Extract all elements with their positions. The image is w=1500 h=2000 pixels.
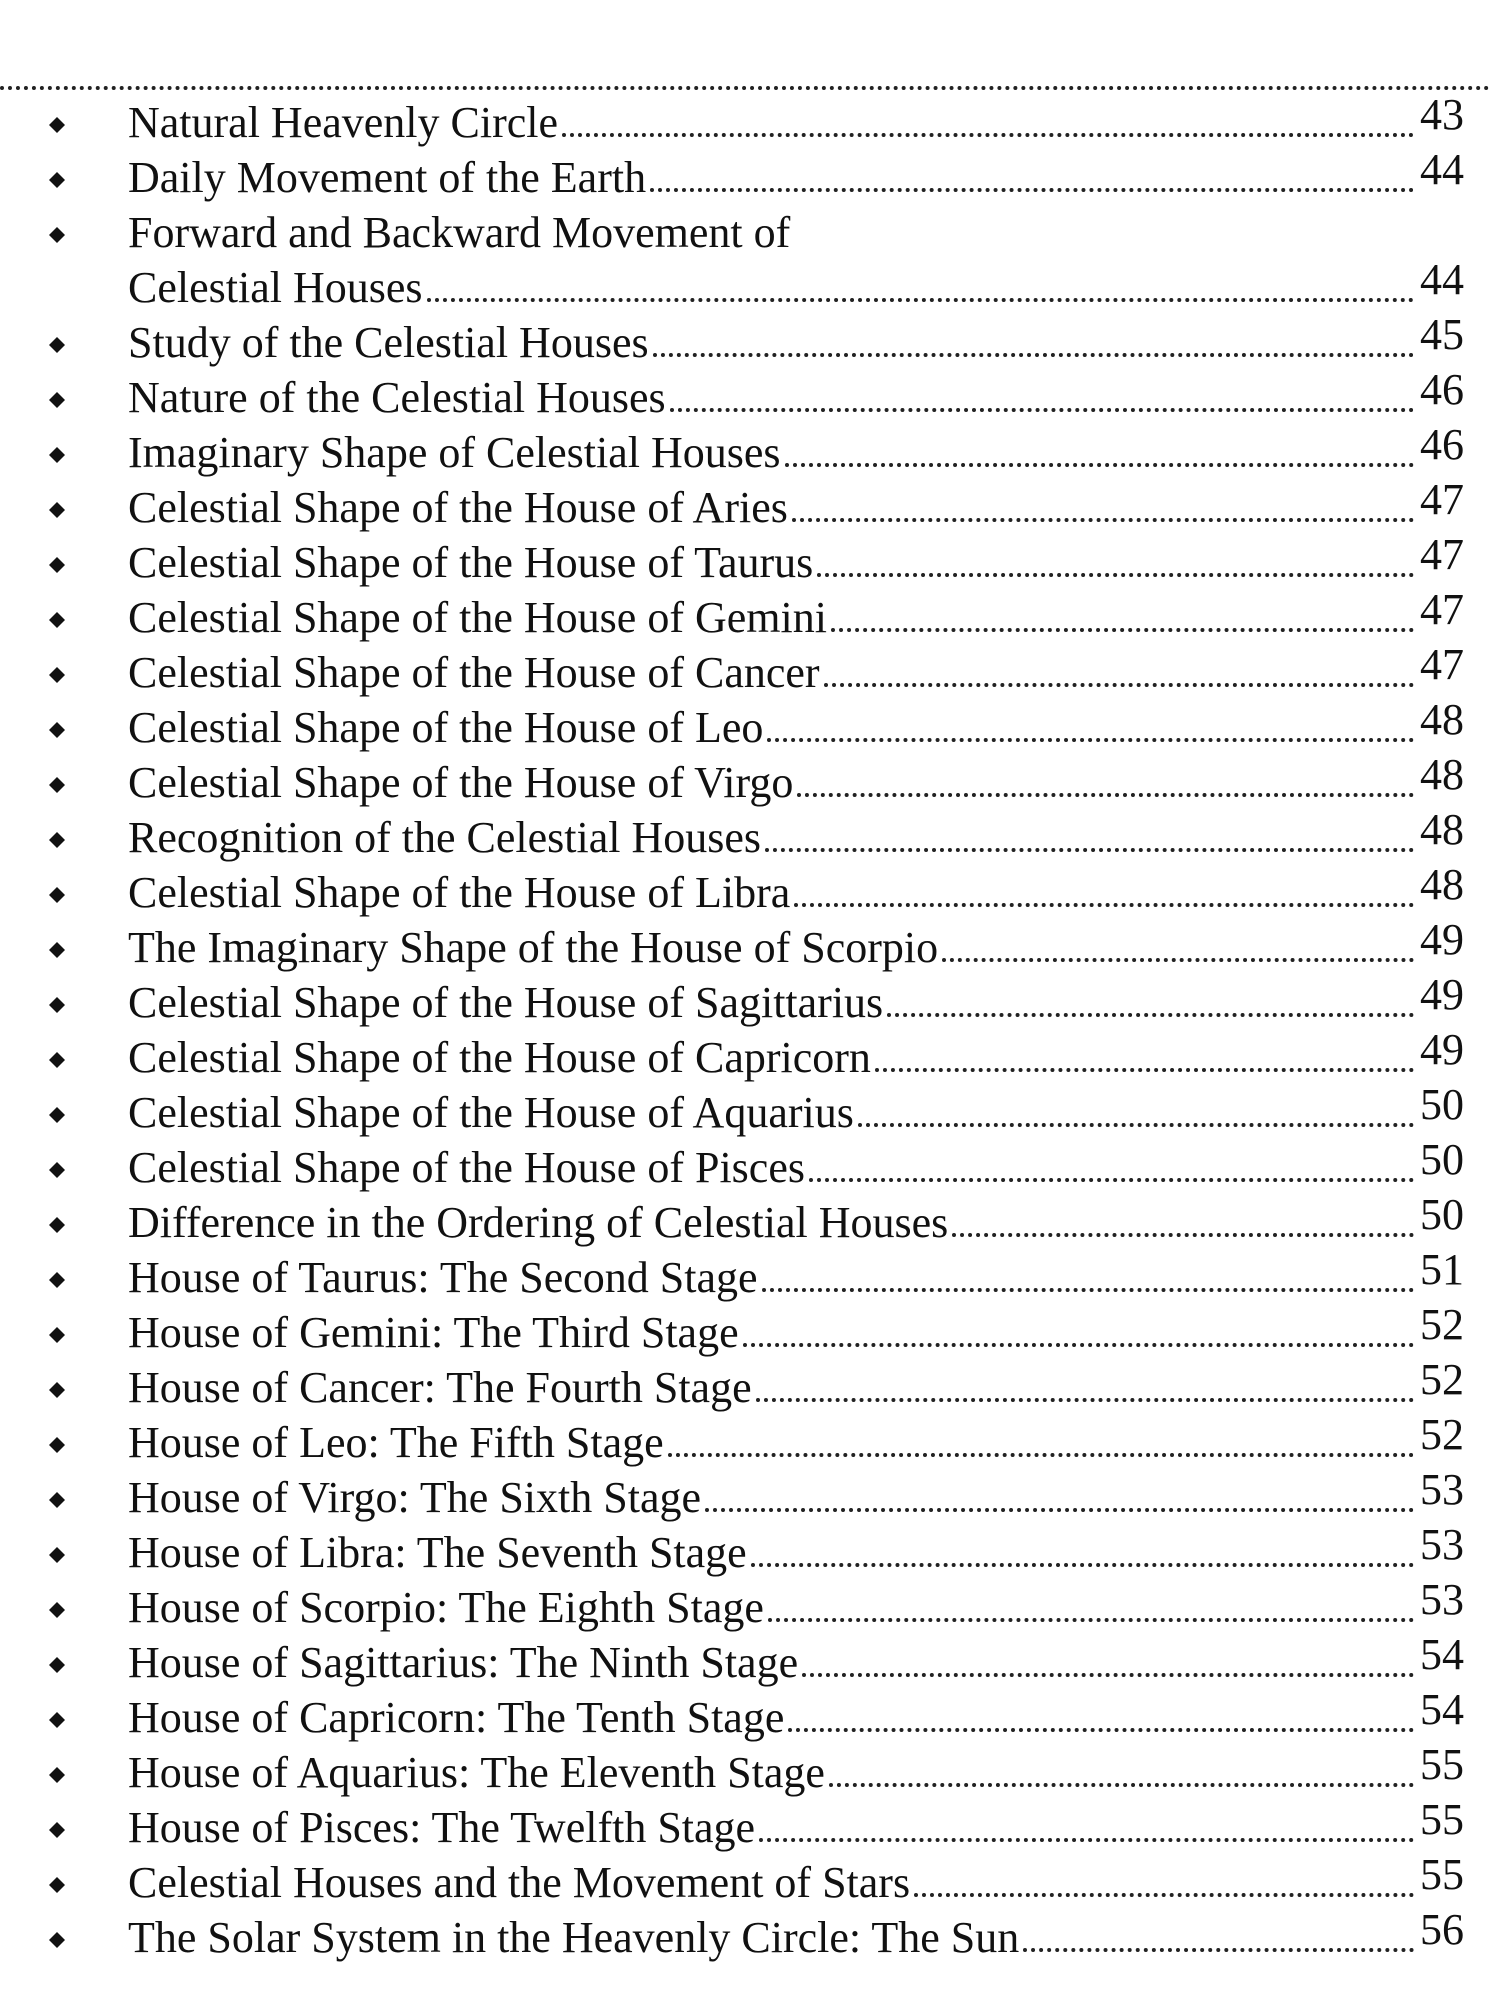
diamond-bullet-icon	[46, 554, 68, 576]
toc-entry-title: Celestial Shape of the House of Cancer	[128, 648, 820, 697]
toc-page-number: 48	[1420, 805, 1464, 854]
diamond-bullet-icon	[46, 884, 68, 906]
toc-page-number: 48	[1420, 750, 1464, 799]
toc-entry-title: Study of the Celestial Houses	[128, 318, 649, 367]
diamond-bullet-icon	[46, 1214, 68, 1236]
dot-leader	[751, 1563, 1414, 1567]
dot-leader	[794, 903, 1414, 907]
toc-entry-title: Celestial Shape of the House of Aquarius	[128, 1088, 854, 1137]
dot-leader	[785, 463, 1414, 467]
toc-page-number: 53	[1420, 1465, 1464, 1514]
diamond-bullet-icon	[46, 1544, 68, 1566]
toc-entry[interactable]	[0, 1190, 1500, 1251]
toc-entry[interactable]	[0, 860, 1500, 921]
toc-entry-title: House of Sagittarius: The Ninth Stage	[128, 1638, 799, 1687]
diamond-bullet-icon	[46, 609, 68, 631]
dot-leader	[762, 1288, 1414, 1292]
toc-entry-title: Celestial Shape of the House of Aries	[128, 483, 788, 532]
dot-leader	[797, 793, 1414, 797]
toc-entry-title: House of Cancer: The Fourth Stage	[128, 1363, 752, 1412]
toc-entry[interactable]	[0, 90, 1500, 151]
toc-entry-title: The Solar System in the Heavenly Circle: The Sun	[128, 1913, 1020, 1962]
toc-page-number: 56	[1420, 1905, 1464, 1954]
diamond-bullet-icon	[46, 1324, 68, 1346]
toc-entry-title: House of Pisces: The Twelfth Stage	[128, 1803, 756, 1852]
dot-leader	[914, 1893, 1414, 1897]
toc-entry-title: Imaginary Shape of Celestial Houses	[128, 428, 781, 477]
toc-page-number: 55	[1420, 1740, 1464, 1789]
toc-entry-title-line1: Forward and Backward Movement of	[128, 208, 791, 257]
diamond-bullet-icon	[46, 1654, 68, 1676]
toc-entry[interactable]	[0, 145, 1500, 206]
toc-entry[interactable]	[0, 1740, 1500, 1801]
toc-page-number: 53	[1420, 1575, 1464, 1624]
toc-page-number: 51	[1420, 1245, 1464, 1294]
toc-page-number: 52	[1420, 1410, 1464, 1459]
dot-leader	[875, 1068, 1414, 1072]
toc-page-number: 53	[1420, 1520, 1464, 1569]
toc-page-number: 48	[1420, 695, 1464, 744]
toc-entry-title: Celestial Shape of the House of Virgo	[128, 758, 794, 807]
dot-leader	[829, 1783, 1414, 1787]
dot-leader	[802, 1673, 1414, 1677]
toc-page-number: 49	[1420, 970, 1464, 1019]
diamond-bullet-icon	[46, 224, 68, 246]
dot-leader	[562, 133, 1414, 137]
toc-entry[interactable]	[0, 1355, 1500, 1416]
diamond-bullet-icon	[46, 1379, 68, 1401]
toc-entry-title: Nature of the Celestial Houses	[128, 373, 666, 422]
table-of-contents	[0, 90, 1500, 1966]
toc-entry[interactable]	[0, 206, 1500, 316]
diamond-bullet-icon	[46, 829, 68, 851]
diamond-bullet-icon	[46, 719, 68, 741]
toc-page-number: 48	[1420, 860, 1464, 909]
toc-entry-title: Celestial Shape of the House of Gemini	[128, 593, 827, 642]
toc-entry-title: House of Libra: The Seventh Stage	[128, 1528, 747, 1577]
toc-page-number: 55	[1420, 1850, 1464, 1899]
toc-page-number: 47	[1420, 475, 1464, 524]
diamond-bullet-icon	[46, 1819, 68, 1841]
toc-page-number: 44	[1420, 145, 1464, 194]
dot-leader	[887, 1013, 1414, 1017]
toc-page-number: 52	[1420, 1300, 1464, 1349]
toc-entry[interactable]	[0, 1410, 1500, 1471]
toc-entry-title: Celestial Shape of the House of Leo	[128, 703, 764, 752]
diamond-bullet-icon	[46, 1929, 68, 1951]
toc-entry[interactable]	[0, 1025, 1500, 1086]
toc-entry[interactable]	[0, 805, 1500, 866]
toc-entry[interactable]	[0, 1245, 1500, 1306]
toc-entry[interactable]	[0, 1795, 1500, 1856]
toc-entry-title: House of Leo: The Fifth Stage	[128, 1418, 664, 1467]
toc-entry-title: House of Gemini: The Third Stage	[128, 1308, 739, 1357]
diamond-bullet-icon	[46, 994, 68, 1016]
dot-leader	[788, 1728, 1414, 1732]
toc-entry-title: House of Taurus: The Second Stage	[128, 1253, 758, 1302]
toc-entry[interactable]	[0, 585, 1500, 646]
toc-entry[interactable]	[0, 1465, 1500, 1526]
diamond-bullet-icon	[46, 1599, 68, 1621]
toc-page-number: 52	[1420, 1355, 1464, 1404]
toc-entry[interactable]	[0, 1575, 1500, 1636]
toc-entry[interactable]	[0, 1630, 1500, 1691]
toc-page-number: 44	[1420, 255, 1464, 304]
diamond-bullet-icon	[46, 1434, 68, 1456]
diamond-bullet-icon	[46, 334, 68, 356]
toc-entry-title: House of Aquarius: The Eleventh Stage	[128, 1748, 825, 1797]
toc-entry[interactable]	[0, 1520, 1500, 1581]
toc-entry-title: Celestial Shape of the House of Pisces	[128, 1143, 805, 1192]
toc-page-number: 43	[1420, 90, 1464, 139]
toc-entry[interactable]	[0, 365, 1500, 426]
dot-leader	[705, 1508, 1414, 1512]
diamond-bullet-icon	[46, 114, 68, 136]
toc-entry[interactable]	[0, 1905, 1500, 1966]
toc-page-number: 49	[1420, 1025, 1464, 1074]
toc-entry[interactable]	[0, 1080, 1500, 1141]
dot-leader	[1023, 1948, 1414, 1952]
diamond-bullet-icon	[46, 1049, 68, 1071]
toc-page-number: 50	[1420, 1080, 1464, 1129]
toc-entry-title: Difference in the Ordering of Celestial Houses	[128, 1198, 949, 1247]
toc-entry-title: Celestial Houses and the Movement of Stars	[128, 1858, 911, 1907]
toc-page-number: 50	[1420, 1135, 1464, 1184]
toc-page-number: 46	[1420, 420, 1464, 469]
dot-leader	[809, 1178, 1414, 1182]
toc-entry-title: House of Scorpio: The Eighth Stage	[128, 1583, 764, 1632]
toc-page-number: 47	[1420, 585, 1464, 634]
toc-entry[interactable]	[0, 1685, 1500, 1746]
toc-page-number: 45	[1420, 310, 1464, 359]
dot-leader	[653, 353, 1414, 357]
toc-entry[interactable]	[0, 420, 1500, 481]
dot-leader	[942, 958, 1414, 962]
toc-entry[interactable]	[0, 750, 1500, 811]
dot-leader	[668, 1453, 1414, 1457]
toc-entry[interactable]	[0, 475, 1500, 536]
toc-entry-title: Daily Movement of the Earth	[128, 153, 647, 202]
diamond-bullet-icon	[46, 1489, 68, 1511]
diamond-bullet-icon	[46, 1159, 68, 1181]
toc-entry-title: Celestial Shape of the House of Libra	[128, 868, 791, 917]
toc-entry[interactable]	[0, 915, 1500, 976]
diamond-bullet-icon	[46, 444, 68, 466]
dot-leader	[952, 1233, 1414, 1237]
diamond-bullet-icon	[46, 1874, 68, 1896]
dot-leader	[824, 683, 1414, 687]
dot-leader	[650, 188, 1414, 192]
toc-page-number: 54	[1420, 1685, 1464, 1734]
toc-entry[interactable]	[0, 1300, 1500, 1361]
toc-page-number: 49	[1420, 915, 1464, 964]
diamond-bullet-icon	[46, 169, 68, 191]
toc-entry[interactable]	[0, 640, 1500, 701]
toc-entry[interactable]	[0, 530, 1500, 591]
toc-entry-title: Celestial Shape of the House of Sagittarius	[128, 978, 884, 1027]
toc-entry[interactable]	[0, 970, 1500, 1031]
dot-leader	[767, 738, 1414, 742]
diamond-bullet-icon	[46, 1269, 68, 1291]
dot-leader	[765, 848, 1414, 852]
dot-leader	[743, 1343, 1414, 1347]
dot-leader	[831, 628, 1414, 632]
diamond-bullet-icon	[46, 939, 68, 961]
toc-entry-title: Celestial Shape of the House of Taurus	[128, 538, 814, 587]
diamond-bullet-icon	[46, 1709, 68, 1731]
diamond-bullet-icon	[46, 1764, 68, 1786]
diamond-bullet-icon	[46, 774, 68, 796]
toc-page-number: 54	[1420, 1630, 1464, 1679]
dot-leader	[817, 573, 1414, 577]
toc-page-number: 50	[1420, 1190, 1464, 1239]
toc-page-number: 47	[1420, 530, 1464, 579]
top-dotted-rule	[0, 86, 1490, 90]
toc-entry[interactable]	[0, 1850, 1500, 1911]
toc-entry-title: House of Virgo: The Sixth Stage	[128, 1473, 702, 1522]
diamond-bullet-icon	[46, 1104, 68, 1126]
toc-page-number: 46	[1420, 365, 1464, 414]
dot-leader	[792, 518, 1414, 522]
toc-page-number: 55	[1420, 1795, 1464, 1844]
dot-leader	[756, 1398, 1414, 1402]
toc-entry[interactable]	[0, 310, 1500, 371]
dot-leader	[670, 408, 1414, 412]
toc-entry-title-line2: Celestial Houses	[128, 263, 423, 312]
diamond-bullet-icon	[46, 389, 68, 411]
toc-entry-title: Recognition of the Celestial Houses	[128, 813, 761, 862]
dot-leader	[858, 1123, 1414, 1127]
diamond-bullet-icon	[46, 499, 68, 521]
toc-entry-title: The Imaginary Shape of the House of Scorpio	[128, 923, 939, 972]
diamond-bullet-icon	[46, 664, 68, 686]
toc-entry-title: Celestial Shape of the House of Capricorn	[128, 1033, 871, 1082]
toc-entry-title: Natural Heavenly Circle	[128, 98, 559, 147]
dot-leader	[759, 1838, 1414, 1842]
toc-page-number: 47	[1420, 640, 1464, 689]
toc-entry[interactable]	[0, 1135, 1500, 1196]
dot-leader	[768, 1618, 1414, 1622]
dot-leader	[427, 298, 1414, 302]
toc-entry[interactable]	[0, 695, 1500, 756]
toc-entry-title: House of Capricorn: The Tenth Stage	[128, 1693, 785, 1742]
